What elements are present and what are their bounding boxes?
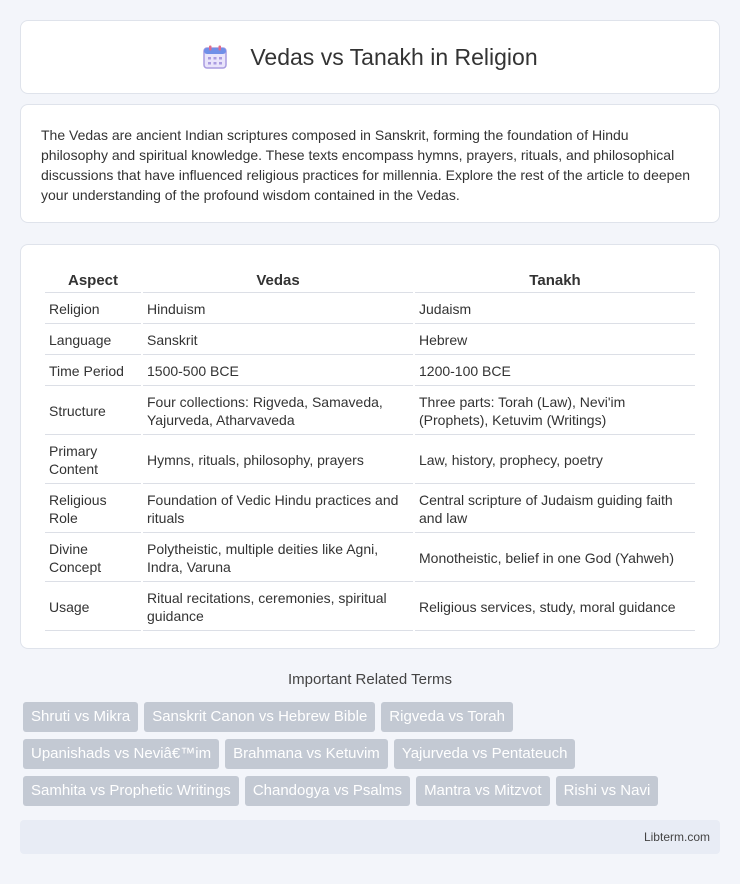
cell-vedas: Foundation of Vedic Hindu practices and rituals	[143, 486, 413, 533]
related-term-tag[interactable]: Rigveda vs Torah	[381, 702, 513, 732]
related-term-tag[interactable]: Shruti vs Mikra	[23, 702, 138, 732]
cell-vedas: Ritual recitations, ceremonies, spiritual guidance	[143, 584, 413, 631]
cell-tanakh: 1200-100 BCE	[415, 357, 695, 386]
page-title: Vedas vs Tanakh in Religion	[250, 43, 538, 70]
header-vedas: Vedas	[143, 269, 413, 293]
cell-vedas: Hinduism	[143, 295, 413, 324]
intro-text: The Vedas are ancient Indian scriptures composed in Sanskrit, forming the foundation of Hindu philosophy and spiritual knowledge. These texts encompass hymns, prayers, rituals, and philosophical discussions that have influenced religious practices for millennia. Explore the rest of the article to deepen your understanding of the profound wisdom contained in the Vedas.	[41, 127, 691, 203]
cell-vedas: Sanskrit	[143, 326, 413, 355]
cell-aspect: Time Period	[45, 357, 141, 386]
cell-vedas: Hymns, rituals, philosophy, prayers	[143, 437, 413, 484]
cell-tanakh: Law, history, prophecy, poetry	[415, 437, 695, 484]
header-tanakh: Tanakh	[415, 269, 695, 293]
cell-tanakh: Three parts: Torah (Law), Nevi'im (Prophets), Ketuvim (Writings)	[415, 388, 695, 435]
cell-aspect: Usage	[45, 584, 141, 631]
cell-aspect: Religious Role	[45, 486, 141, 533]
comparison-table-card	[20, 244, 720, 649]
related-term-tag[interactable]: Rishi vs Navi	[556, 776, 659, 806]
related-term-tag[interactable]: Mantra vs Mitzvot	[416, 776, 550, 806]
related-terms-list	[23, 702, 723, 813]
tag-row	[23, 776, 723, 806]
related-term-tag[interactable]: Chandogya vs Psalms	[245, 776, 410, 806]
cell-vedas: Four collections: Rigveda, Samaveda, Yajurveda, Atharvaveda	[143, 388, 413, 435]
cell-tanakh: Central scripture of Judaism guiding faith and law	[415, 486, 695, 533]
table-row	[45, 437, 695, 484]
cell-tanakh: Religious services, study, moral guidance	[415, 584, 695, 631]
header-aspect: Aspect	[45, 269, 141, 293]
cell-aspect: Divine Concept	[45, 535, 141, 582]
intro-card	[20, 104, 720, 223]
comparison-table	[43, 267, 697, 633]
related-term-tag[interactable]: Brahmana vs Ketuvim	[225, 739, 388, 769]
related-term-tag[interactable]: Sanskrit Canon vs Hebrew Bible	[144, 702, 375, 732]
related-term-tag[interactable]: Upanishads vs Neviâ€™im	[23, 739, 219, 769]
cell-tanakh: Monotheistic, belief in one God (Yahweh)	[415, 535, 695, 582]
cell-tanakh: Judaism	[415, 295, 695, 324]
footer-site-name[interactable]: Libterm.com	[643, 830, 710, 844]
footer	[20, 820, 720, 854]
cell-vedas: 1500-500 BCE	[143, 357, 413, 386]
cell-tanakh: Hebrew	[415, 326, 695, 355]
table-row	[45, 388, 695, 435]
tag-row	[23, 739, 723, 769]
related-term-tag[interactable]: Samhita vs Prophetic Writings	[23, 776, 239, 806]
table-row	[45, 295, 695, 324]
cell-aspect: Primary Content	[45, 437, 141, 484]
cell-aspect: Language	[45, 326, 141, 355]
cell-aspect: Religion	[45, 295, 141, 324]
table-row	[45, 535, 695, 582]
related-term-tag[interactable]: Yajurveda vs Pentateuch	[394, 739, 576, 769]
tag-row	[23, 702, 723, 732]
table-row	[45, 486, 695, 533]
title-card	[20, 20, 720, 94]
table-row	[45, 357, 695, 386]
table-row	[45, 584, 695, 631]
calendar-icon	[202, 44, 228, 70]
related-terms-title: Important Related Terms	[288, 671, 452, 688]
table-row	[45, 326, 695, 355]
table-header-row	[45, 269, 695, 293]
cell-vedas: Polytheistic, multiple deities like Agni, Indra, Varuna	[143, 535, 413, 582]
cell-aspect: Structure	[45, 388, 141, 435]
